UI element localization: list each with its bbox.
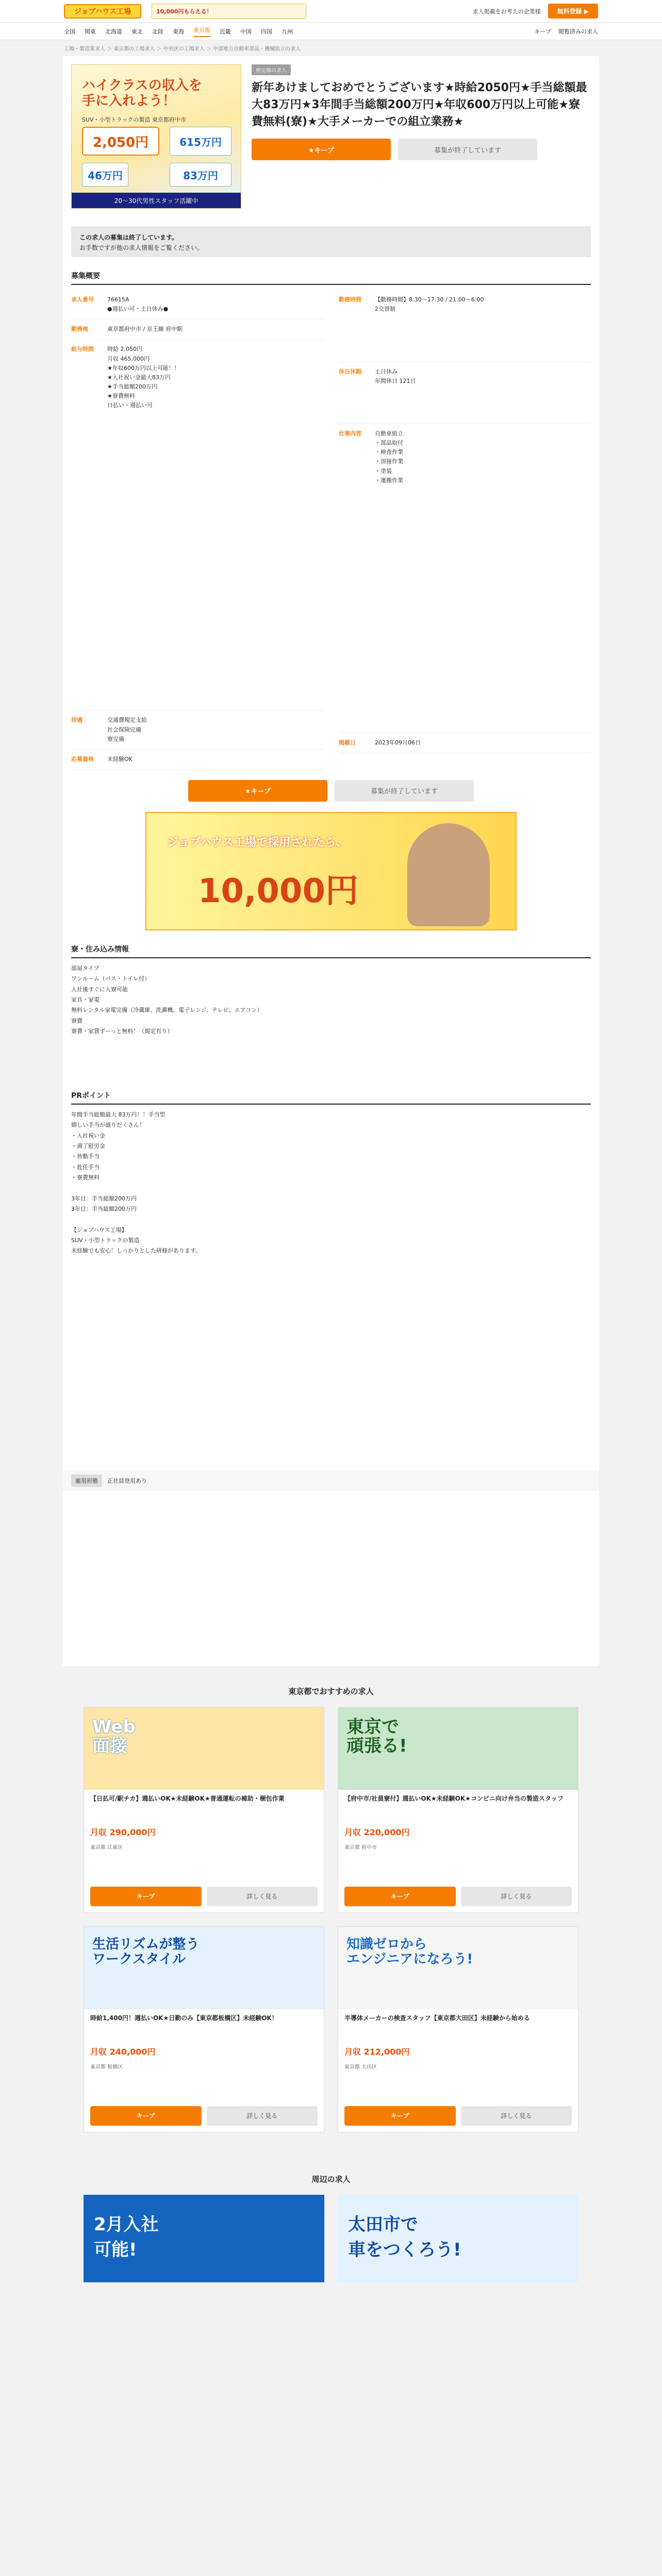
nav-item[interactable]: 中国 bbox=[240, 28, 252, 35]
overview-buttons bbox=[63, 780, 599, 802]
detail-row bbox=[339, 362, 591, 424]
overview-right bbox=[339, 290, 591, 770]
nav-item[interactable]: 東海 bbox=[173, 28, 184, 35]
card-title: 半導体メーカーの検査スタッフ【東京都大田区】未経験から始める bbox=[344, 2014, 530, 2022]
spacer bbox=[63, 1501, 599, 1666]
card-detail-button[interactable]: 詳しく見る bbox=[461, 2106, 572, 2126]
detail-value: 2023年09月06日 bbox=[375, 739, 421, 746]
detail-value: 交通費規定支給 社会保険完備 寮完備 bbox=[107, 717, 147, 742]
card-detail-button[interactable]: 詳しく見る bbox=[207, 2106, 318, 2126]
nav-item-active[interactable]: 東京都 bbox=[193, 26, 210, 37]
near-card-image[interactable] bbox=[338, 2195, 578, 2282]
keep-button[interactable]: ★キープ bbox=[252, 139, 391, 160]
section-heading: 寮・住み込み情報 bbox=[71, 944, 591, 958]
employment-label: 雇用形態 bbox=[71, 1475, 102, 1487]
area-nav bbox=[0, 23, 662, 40]
detail-value: 時給 2,050円 月収 465,000円 ★年収600万円以上可能！！ ★入社祝い金最大83万円 ★手当総額200万円 ★寮費無料 日払い・週払い可 bbox=[107, 346, 180, 409]
recommend-cards bbox=[84, 1707, 578, 2132]
promo-text: ジョブハウス工場で採用されたら、 bbox=[167, 836, 347, 849]
detail-value: 未経験OK bbox=[107, 755, 133, 762]
header-banner[interactable]: 10,000円もらえる！ bbox=[152, 4, 306, 19]
detail-row bbox=[71, 750, 323, 770]
employment-value: 正社員登用あり bbox=[107, 1477, 147, 1484]
dorm-text: 部屋タイプ ワンルーム（バス・トイレ付） 入社後すぐに入寮可能 家具・家電 無料レンタル家電完備（冷蔵庫、洗濯機、電子レンジ、テレビ、エアコン） 寮費 寮費・家賃ずーっと無料！（規定有り） bbox=[71, 964, 262, 1035]
section-heading: 募集概要 bbox=[71, 270, 591, 285]
near-cards bbox=[84, 2195, 578, 2282]
card-pay: 月収 212,000円 bbox=[344, 2046, 410, 2057]
detail-key: 勤務地 bbox=[71, 326, 88, 333]
near-card-image[interactable] bbox=[84, 2195, 324, 2282]
keep-link[interactable]: キープ bbox=[534, 28, 551, 35]
card-location: 東京都 江東区 bbox=[90, 1844, 123, 1851]
image-stat: 615万円 bbox=[170, 127, 231, 156]
card-location: 東京都 府中市 bbox=[344, 1844, 377, 1851]
job-card[interactable] bbox=[84, 1707, 324, 1913]
detail-row bbox=[71, 340, 323, 710]
job-card[interactable] bbox=[338, 1707, 578, 1913]
near-card-text: 2月入社 可能! bbox=[94, 2214, 159, 2260]
job-card[interactable] bbox=[84, 1926, 324, 2132]
detail-value: 自動車組立 ・部品取付 ・検査作業 ・溶接作業 ・塗装 ・運搬作業 bbox=[375, 430, 403, 484]
employment-type bbox=[63, 1470, 599, 1491]
job-main-image bbox=[71, 64, 241, 209]
nav-item[interactable]: 四国 bbox=[261, 28, 272, 35]
image-salary: 2,050円 bbox=[82, 127, 159, 156]
header-right bbox=[473, 4, 598, 19]
card-keep-button[interactable]: キープ bbox=[344, 1887, 456, 1906]
register-button[interactable]: 無料登録 ▶ bbox=[548, 4, 598, 19]
near-card-text: 太田市で 車をつくろう! bbox=[348, 2214, 461, 2260]
card-title: 【府中市/社員寮付】週払いOK★未経験OK★コンビニ向け弁当の製造スタッフ bbox=[344, 1794, 564, 1802]
detail-row bbox=[339, 290, 591, 362]
nav-right bbox=[535, 27, 598, 36]
notice-line: お手数ですが他の求人情報をご覧ください。 bbox=[79, 244, 204, 252]
card-image bbox=[84, 1927, 324, 2009]
card-title: 【日払可/駅チカ】週払いOK★未経験OK★普通運転の補助・梱包作業 bbox=[90, 1794, 285, 1802]
nav-item[interactable]: 関東 bbox=[85, 28, 96, 35]
nav-item[interactable]: 九州 bbox=[282, 28, 293, 35]
history-link[interactable]: 閲覧済みの求人 bbox=[558, 28, 598, 35]
detail-key: 掲載日 bbox=[339, 739, 356, 746]
image-headline: ハイクラスの収入を 手に入れよう！ bbox=[82, 78, 202, 109]
detail-key: 勤務時間 bbox=[339, 296, 361, 303]
card-image-text: 知識ゼロから エンジニアになろう! bbox=[346, 1936, 473, 1967]
employer-link[interactable]: 求人掲載をお考えの企業様 bbox=[472, 8, 541, 15]
breadcrumb[interactable]: 工場・製造業求人 ＞ 東京都の工場求人 ＞ 中央区の工場求人 ＞ 中部地方自動車部品・機械組立の求人 bbox=[64, 46, 301, 52]
detail-row bbox=[339, 424, 591, 733]
image-subtext: SUV・小型トラックの製造 東京都府中市 bbox=[82, 116, 186, 123]
overview-grid bbox=[71, 290, 591, 770]
closed-notice bbox=[71, 226, 591, 257]
card-buttons bbox=[90, 2106, 318, 2126]
card-keep-button[interactable]: キープ bbox=[90, 2106, 202, 2126]
card-pay: 月収 240,000円 bbox=[90, 2046, 156, 2057]
nav-item[interactable]: 北陸 bbox=[152, 28, 163, 35]
card-image-text: 東京で 頑張る! bbox=[346, 1716, 407, 1757]
card-location: 東京都 大田区 bbox=[344, 2064, 377, 2070]
reward-banner[interactable] bbox=[145, 812, 517, 930]
promo-person-image bbox=[407, 823, 490, 926]
job-title: 新年あけましておめでとうございます★時給2050円★手当総額最大83万円★3年間手当総額200万円★年収600万円以上可能★寮費無料(寮)★大手メーカーでの組立業務★ bbox=[252, 81, 587, 128]
card-image bbox=[338, 1927, 578, 2009]
card-title: 時給1,400円！週払いOK★日勤のみ【東京都板橋区】未経験OK！ bbox=[90, 2014, 278, 2022]
nav-item[interactable]: 全国 bbox=[64, 28, 75, 35]
section-heading: PRポイント bbox=[71, 1090, 591, 1105]
card-image-text: 生活リズムが整う ワークスタイル bbox=[92, 1936, 200, 1967]
card-image bbox=[338, 1707, 578, 1790]
main-content bbox=[63, 56, 599, 1666]
hero-buttons bbox=[252, 139, 591, 160]
card-pay: 月収 220,000円 bbox=[344, 1827, 410, 1837]
closed-button: 募集が終了しています bbox=[398, 139, 537, 160]
detail-key: 休日休暇 bbox=[339, 368, 361, 375]
nav-item[interactable]: 北海道 bbox=[105, 28, 122, 35]
detail-value: 土日休み 年間休日 121日 bbox=[375, 368, 416, 385]
near-heading: 周辺の求人 bbox=[311, 2174, 351, 2184]
card-detail-button[interactable]: 詳しく見る bbox=[461, 1887, 572, 1906]
promo-amount: 10,000円 bbox=[198, 872, 358, 910]
notice-line: この求人の募集は終了しています。 bbox=[79, 234, 178, 241]
card-keep-button[interactable]: キープ bbox=[344, 2106, 456, 2126]
card-image-text: Web 面接 bbox=[92, 1716, 136, 1757]
job-tag: 寮完備の求人 bbox=[252, 64, 291, 75]
detail-row bbox=[71, 290, 323, 319]
detail-key: 応募資格 bbox=[71, 755, 94, 762]
image-stat: 83万円 bbox=[170, 163, 231, 187]
card-pay: 月収 290,000円 bbox=[90, 1827, 156, 1837]
logo-text: ジョブハウス工場 bbox=[64, 4, 141, 19]
job-summary bbox=[252, 64, 591, 209]
card-detail-button[interactable]: 詳しく見る bbox=[207, 1887, 318, 1906]
card-buttons bbox=[344, 2106, 572, 2126]
job-hero bbox=[63, 56, 599, 217]
nav-item[interactable]: 東北 bbox=[131, 28, 143, 35]
card-keep-button[interactable]: キープ bbox=[90, 1887, 202, 1906]
detail-value: 東京都府中市 / 京王線 府中駅 bbox=[107, 326, 183, 333]
top-bar bbox=[0, 0, 662, 23]
detail-key: 給与時間 bbox=[71, 346, 94, 353]
detail-row bbox=[71, 319, 323, 340]
detail-value: 76615A ●週払い可・土日休み● bbox=[107, 296, 169, 313]
card-buttons bbox=[90, 1887, 318, 1906]
detail-row bbox=[339, 733, 591, 753]
detail-value: 【勤務時間】8:30〜17:30 / 21:00〜6:00 2交替制 bbox=[375, 296, 484, 313]
recommend-heading: 東京都でおすすめの求人 bbox=[288, 1686, 374, 1696]
detail-key: 仕事内容 bbox=[339, 430, 361, 437]
nav-item[interactable]: 近畿 bbox=[220, 28, 231, 35]
keep-button[interactable]: ★キープ bbox=[188, 780, 327, 802]
closed-button: 募集が終了しています bbox=[335, 780, 474, 802]
card-location: 東京都 板橋区 bbox=[90, 2064, 123, 2070]
card-buttons bbox=[344, 1887, 572, 1906]
pr-text: 年間手当総額最大 83万円！！手当型 嬉しい手当が盛りだくさん！ ・入社祝い金 ・満了慰労金 ・皆勤手当 ・赴任手当 ・寮費無料 3年目：手当総額200万円 3年目：手当総額200万円 【ジョブハウス工場】 SUV・小型トラックの製造 未経験でも安心！しっかりとした研修があります。 bbox=[71, 1111, 202, 1255]
detail-key: 求人番号 bbox=[71, 296, 94, 303]
detail-key: 待遇 bbox=[71, 717, 82, 724]
job-card[interactable] bbox=[338, 1926, 578, 2132]
image-stat: 46万円 bbox=[82, 163, 128, 187]
card-image bbox=[84, 1707, 324, 1790]
site-logo[interactable] bbox=[64, 4, 141, 19]
detail-row bbox=[71, 710, 323, 749]
image-footer: 20〜30代男性スタッフ活躍中 bbox=[72, 193, 241, 208]
overview-left bbox=[71, 290, 323, 770]
